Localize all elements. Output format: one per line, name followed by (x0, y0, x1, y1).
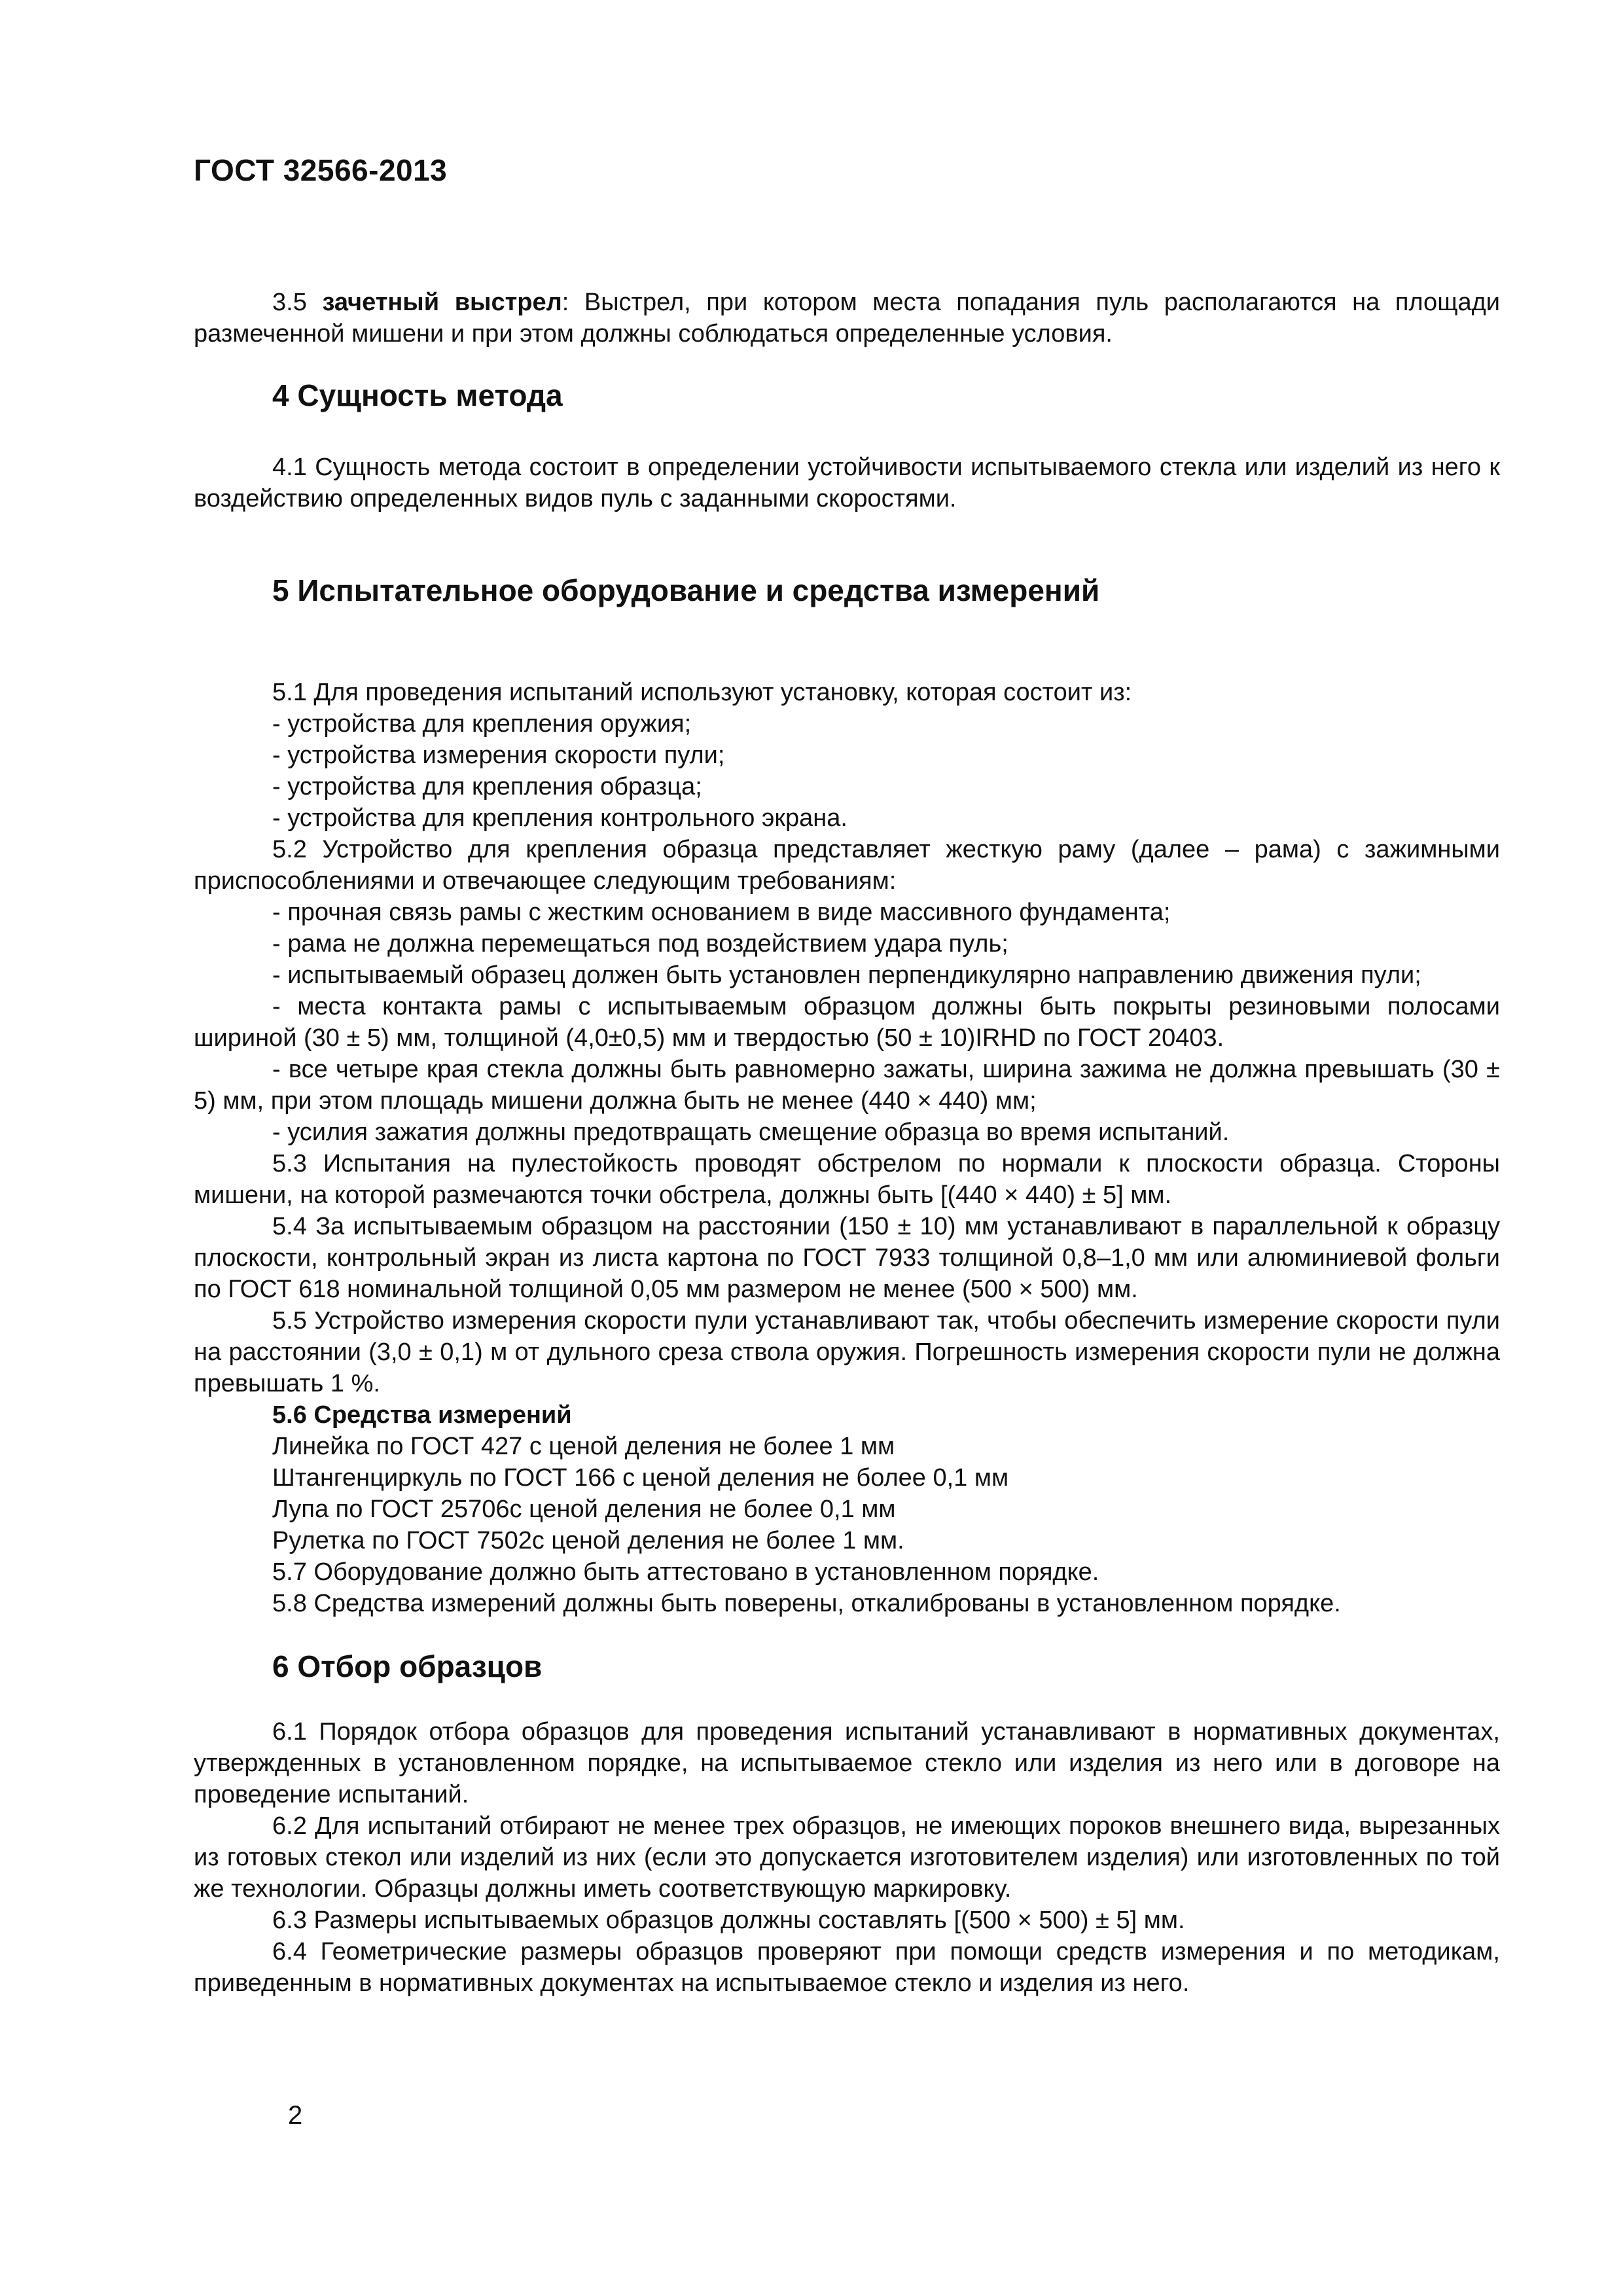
paragraph-6-2: 6.2 Для испытаний отбирают не менее трех образцов, не имеющих пороков внешнего вида, вырезанных из готовых стекол или изделий из них (если это допускается изготовителем изделия) или изготовленных по той же технологии. Образцы должны иметь соответствующую маркировку. (194, 1812, 1500, 1903)
document-header: ГОСТ 32566-2013 (194, 153, 448, 187)
paragraph-5-4: 5.4 За испытываемым образцом на расстоянии (150 ± 10) мм устанавливают в параллельной к образцу плоскости, контрольный экран из листа картона по ГОСТ 7933 толщиной 0,8–1,0 мм или алюминиевой фольги по ГОСТ 618 номинальной толщиной 0,05 мм размером не менее (500 × 500) мм. (194, 1213, 1500, 1303)
list-item: - устройства для крепления контрольного экрана. (272, 804, 847, 832)
paragraph-5-2: 5.2 Устройство для крепления образца представляет жесткую раму (далее – рама) с зажимными приспособлениями и отвечающее следующим требованиям: (194, 836, 1500, 895)
paragraph-5-5: 5.5 Устройство измерения скорости пули устанавливают так, чтобы обеспечить измерение скорости пули на расстоянии (3,0 ± 0,1) м от дульного среза ствола оружия. Погрешность измерения скорости пули не должна превышать 1 %. (194, 1307, 1500, 1397)
list-item: Рулетка по ГОСТ 7502с ценой деления не более 1 мм. (272, 1527, 904, 1554)
section-6-heading: 6 Отбор образцов (272, 1649, 543, 1683)
list-item: - все четыре края стекла должны быть равномерно зажаты, ширина зажима не должна превышать (30 ± 5) мм, при этом площадь мишени должна быть не менее (440 × 440) мм; (194, 1056, 1500, 1115)
paragraph-6-4: 6.4 Геометрические размеры образцов проверяют при помощи средств измерения и по методикам, приведенным в нормативных документах на испытываемое стекло и изделия из него. (194, 1938, 1500, 1997)
paragraph-4-1: 4.1 Сущность метода состоит в определении устойчивости испытываемого стекла или изделий из него к воздействию определенных видов пуль с заданными скоростями. (194, 454, 1500, 512)
subsection-5-6-heading: 5.6 Средства измерений (272, 1401, 572, 1429)
list-item: Штангенциркуль по ГОСТ 166 с ценой деления не более 0,1 мм (272, 1464, 1009, 1492)
paragraph-5-1: 5.1 Для проведения испытаний используют установку, которая состоит из: (272, 679, 1132, 706)
paragraph-5-8: 5.8 Средства измерений должны быть поверены, откалиброваны в установленном порядке. (272, 1590, 1341, 1617)
page-number: 2 (288, 2101, 303, 2130)
paragraph-3-5 (194, 287, 1500, 350)
paragraph-5-3: 5.3 Испытания на пулестойкость проводят обстрелом по нормали к плоскости образца. Стороны мишени, на которой размечаются точки обстрела, должны быть [(440 × 440) ± 5] мм. (194, 1150, 1500, 1209)
list-item: - рама не должна перемещаться под воздействием удара пуль; (272, 930, 1008, 958)
paragraph-3-5-text: : Выстрел, при котором места попадания пуль располагаются на площади размеченной мишени и при этом должны соблюдаться определенные условия. (194, 289, 1500, 348)
list-item: - устройства для крепления оружия; (272, 710, 692, 738)
document-body (194, 287, 1500, 1999)
list-item: Линейка по ГОСТ 427 с ценой деления не более 1 мм (272, 1433, 895, 1460)
list-item: - усилия зажатия должны предотвращать смещение образца во время испытаний. (272, 1119, 1230, 1146)
list-item: - устройства для крепления образца; (272, 773, 702, 800)
section-5-heading: 5 Испытательное оборудование и средства измерений (272, 573, 1100, 607)
list-item: - устройства измерения скорости пули; (272, 742, 725, 769)
list-item: - испытываемый образец должен быть установлен перпендикулярно направлению движения пули; (272, 961, 1421, 989)
term-definition: зачетный выстрел (322, 289, 562, 316)
list-item: - места контакта рамы с испытываемым образцом должны быть покрыты резиновыми полосами шириной (30 ± 5) мм, толщиной (4,0±0,5) мм и твердостью (50 ± 10)IRHD по ГОСТ 20403. (194, 993, 1500, 1052)
paragraph-3-5-number: 3.5 (272, 289, 307, 316)
section-4-heading: 4 Сущность метода (272, 378, 563, 412)
paragraph-6-1: 6.1 Порядок отбора образцов для проведения испытаний устанавливают в нормативных документах, утвержденных в установленном порядке, на испытываемое стекло или изделия из него или в договоре на проведение испытаний. (194, 1718, 1500, 1808)
paragraph-5-7: 5.7 Оборудование должно быть аттестовано в установленном порядке. (272, 1558, 1099, 1586)
paragraph-6-3: 6.3 Размеры испытываемых образцов должны составлять [(500 × 500) ± 5] мм. (272, 1907, 1185, 1934)
list-item: Лупа по ГОСТ 25706с ценой деления не более 0,1 мм (272, 1496, 896, 1523)
list-item: - прочная связь рамы с жестким основанием в виде массивного фундамента; (272, 899, 1171, 926)
